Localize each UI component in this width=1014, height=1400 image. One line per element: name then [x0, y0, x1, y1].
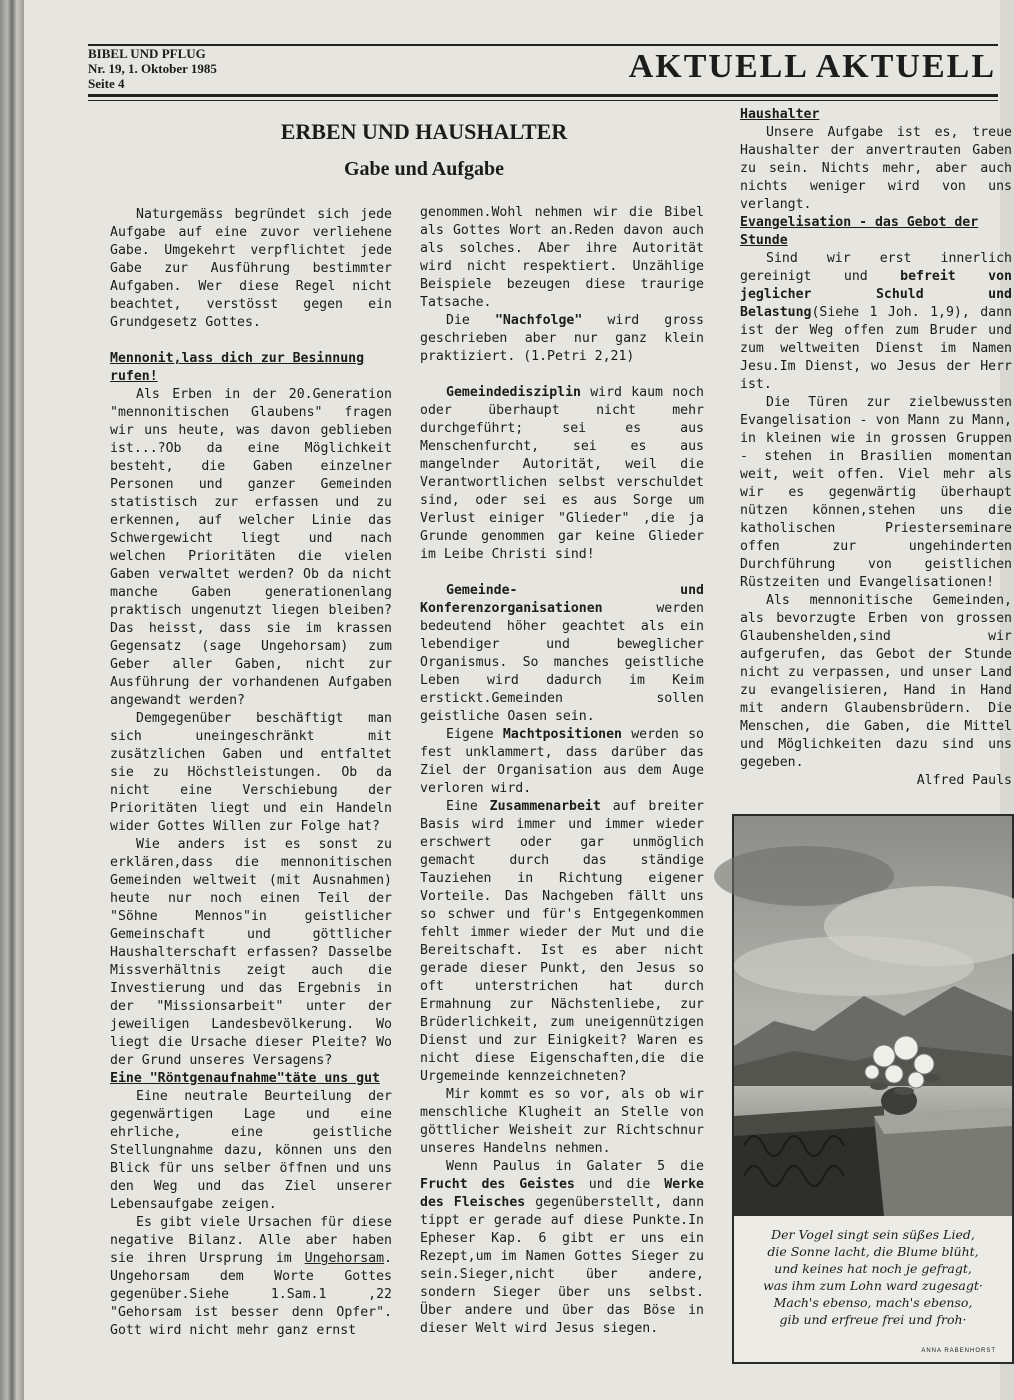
paragraph: Wie anders ist es sonst zu erklären,dass die mennonitischen Gemeinden weltweit (mit Ausnahmen) heute nur noch einen Teil der "Söhne Mennos"in geistlicher Gemeinschaft und göttlicher Haushalterschaft erfassen? Dasselbe Missverhältnis zeigt auch die Investierung und das Ergebnis in der "Missionsarbeit" unter der jeweiligen Landesbevölkerung. Wo liegt die Ursache dieser Pleite? Wo der Grund unseres Versagens?	[110, 837, 392, 1068]
article-subtitle: Gabe und Aufgabe	[343, 158, 505, 180]
newspaper-page	[24, 0, 1012, 1400]
paragraph: Demgegenüber beschäftigt man sich uneingeschränkt mit zusätzlichen Gaben und entfaltet sie zu Höchstleistungen. Ob da nicht eine Verschiebung der Prioritäten liegt und ein Handeln wider Gottes Willen zur Folge hat?	[110, 711, 392, 834]
paragraph: Naturgemäss begründet sich jede Aufgabe auf eine zuvor verliehene Gabe. Umgekehrt verpflichtet jede Gabe zur Ausführung bestimmter Aufgaben. Wer diese Regel nicht beachtet, verstösst gegen ein Grundgesetz Gottes.	[110, 207, 392, 330]
page-number: Seite 4	[88, 76, 125, 91]
article-title: ERBEN UND HAUSHALTER	[280, 119, 568, 144]
paragraph: Die Türen zur zielbewussten Evangelisation - von Mann zu Mann, in kleinen wie in grossen Gruppen - stehen in Brasilien momentan weit, weit offen. Viel mehr als wir es gegenwärtig überhaupt nützen können,stehen uns die katholischen Priesterseminare offen zur ungehinderten Durchführung von geistlichen Rüstzeiten und Evangelisationen!	[740, 395, 1012, 590]
bold-term: befreit von jeglicher Schuld und Belastung	[740, 269, 1012, 320]
poem-line: Der Vogel singt sein süßes Lied,	[771, 1227, 975, 1242]
bold-term: Zusammenarbeit	[489, 799, 601, 814]
poem-line: und keines hat noch je gefragt,	[774, 1261, 972, 1276]
paragraph: Als mennonitische Gemeinden, als bevorzugte Erben von grossen Glaubenshelden,sind wir aufgerufen, das Gebot der Stunde nicht zu verpassen, und unser Land zu evangelisieren, Hand in Hand mit andern Glaubensbrüdern. Die Menschen, die Gaben, die Mittel und Möglichkeiten dazu sind uns gegeben.	[740, 593, 1012, 770]
paragraph: Unsere Aufgabe ist es, treue Haushalter der anvertrauten Gaben zu sein. Nichts mehr, aber auch nichts weniger wird von uns verlangt.	[740, 125, 1012, 212]
bold-term: Gemeindedisziplin	[446, 385, 581, 400]
section-heading: Mennonit,lass dich zur Besinnung rufen!	[110, 351, 365, 384]
poem-line: was ihm zum Lohn ward zugesagt·	[763, 1278, 983, 1293]
poem-line: die Sonne lacht, die Blume blüht,	[767, 1244, 979, 1259]
author-signature: Alfred Pauls	[916, 773, 1012, 788]
masthead	[88, 44, 998, 108]
article-headline	[224, 118, 624, 182]
photo-poem-box	[732, 814, 1014, 1364]
paragraph: Eine neutrale Beurteilung der gegenwärtigen Lage und eine ehrliche, eine geistliche Stellungnahme dazu, können uns den Blick für uns selber öffnen und uns den Weg und das Ziel unserer Lebensaufgabe zeigen.	[110, 1089, 392, 1212]
paragraph: Eine Zusammenarbeit auf breiter Basis wird immer und immer wieder erschwert oder gar unmöglich gemacht durch das ständige Tauziehen in Richtung eigener Vorteile. Das Nachgeben fällt uns so schwer und für's Entgegenkommen fehlt immer wieder der Mut und die Bereitschaft. Ist es aber nicht gerade dieser Punkt, den Jesus so oft unterstrichen hat durch Ermahnung zur Nächstenliebe, zur Brüderlichkeit, zum uneigennützigen Dienst und zur Einigkeit? Waren es nicht diese Eigenschaften,die die Urgemeinde kennzeichneten?	[420, 799, 704, 1084]
issue-date: Nr. 19, 1. Oktober 1985	[88, 61, 217, 76]
section-heading: Evangelisation - das Gebot der Stunde	[740, 215, 979, 248]
section-heading: Haushalter	[740, 107, 820, 122]
paragraph: Eigene Machtpositionen werden so fest unklammert, dass darüber das Ziel der Organisation aus dem Auge verloren wird.	[420, 727, 704, 796]
bold-term: Machtpositionen	[502, 727, 622, 742]
paragraph: genommen.Wohl nehmen wir die Bibel als Gottes Wort an.Reden davon auch als solches. Aber ihre Autorität wird nicht respektiert. Unzählige Beispiele bezeugen diese traurige Tatsache.	[420, 205, 704, 310]
bold-term: Frucht des Geistes	[420, 1177, 575, 1192]
bold-term: "Nachfolge"	[494, 313, 583, 328]
masthead-bottom-rule	[88, 94, 998, 97]
article-column-1	[110, 206, 392, 1340]
paragraph: Gemeinde- und Konferenzorganisationen werden bedeutend höher geachtet als ein lebendiger und beweglicher Organismus. So manches geistliche Leben wird dadurch im Keim erstickt.Gemeinden sollen geistliche Oasen sein.	[420, 583, 704, 724]
binding-spine	[0, 0, 24, 1400]
publication-name: BIBEL UND PFLUG	[88, 46, 206, 61]
article-column-2	[420, 204, 704, 1338]
section-title: AKTUELL AKTUELL	[628, 48, 996, 85]
paragraph: Als Erben in der 20.Generation "mennonitischen Glaubens" fragen wir uns heute, was davon geblieben ist...?Ob da eine Möglichkeit besteht, die Gaben einzelner Personen und ganzer Gemeinden statistisch zur erfassen und zu erkennen, auf welcher Linie das Schwergewicht liegt und nach welchen Prioritäten die vielen Gaben verwaltet werden? Ob da nicht manche Gaben generationenlang praktisch ungenutzt liegen bleiben?Das heisst, dass sie im krassen Gegensatz (sage Ungehorsam) zum Geber aller Gaben, nicht zur Ausführung der vorhandenen Aufgaben angewandt werden?	[110, 387, 392, 708]
masthead-top-rule	[88, 44, 998, 46]
paragraph: Wenn Paulus in Galater 5 die Frucht des Geistes und die Werke des Fleisches gegenüberstellt, dann tippt er gerade auf diese Punkte.In Epheser Kap. 6 gibt er uns ein Rezept,um im Namen Gottes Sieger zu sein.Sieger,nicht über andere, sondern Sieger über uns selbst. Über andere und über das Böse in dieser Welt wird Jesus siegen.	[420, 1159, 705, 1336]
paragraph: Es gibt viele Ursachen für diese negative Bilanz. Alle aber haben sie ihren Ursprung im Ungehorsam. Ungehorsam dem Worte Gottes gegenüber.Siehe 1.Sam.1 ,22 "Gehorsam ist besser denn Opfer". Gott wird nicht mehr ganz ernst	[110, 1215, 392, 1338]
poem-credit: ANNA RABENHORST	[921, 1348, 996, 1354]
masthead-info	[88, 46, 217, 91]
poem	[740, 1226, 1006, 1328]
poem-line: Mach's ebenso, mach's ebenso,	[773, 1295, 973, 1310]
paragraph: Mir kommt es so vor, als ob wir menschliche Klugheit an Stelle von göttlicher Weisheit zur Richtschnur unseres Handelns nehmen.	[420, 1087, 704, 1156]
section-heading: Eine "Röntgenaufnahme"täte uns gut	[110, 1071, 380, 1086]
bold-term: Gemeinde- und Konferenzorganisationen	[420, 583, 704, 616]
masthead-bottom-rule-thin	[88, 100, 998, 101]
paragraph: Gemeindedisziplin wird kaum noch oder überhaupt nicht mehr durchgeführt; sei es aus Menschenfurcht, sei es aus mangelnder Autorität, weil die Verantwortlichen selbst verschuldet sind, oder sei es aus Sorge um Verlust einiger "Glieder" ,die ja Grunde genommen gar keine Glieder im Leibe Christi sind!	[420, 385, 704, 562]
poem-line: gib und erfreue frei und froh·	[779, 1312, 967, 1327]
bold-term: Werke des Fleisches	[420, 1177, 704, 1210]
paragraph: Die "Nachfolge" wird gross geschrieben aber nur ganz klein praktiziert. (1.Petri 2,21)	[420, 313, 704, 364]
underlined-word: Ungehorsam	[304, 1251, 385, 1266]
paragraph: Sind wir erst innerlich gereinigt und befreit von jeglicher Schuld und Belastung(Siehe 1 Joh. 1,9), dann ist der Weg offen zum Bruder und zum weltweiten Dienst im Namen Jesu.Im Dienst, wo Jesus der Herr ist.	[740, 251, 1012, 392]
article-column-3	[740, 106, 1012, 790]
lake-flowers-photo	[734, 816, 1012, 1216]
